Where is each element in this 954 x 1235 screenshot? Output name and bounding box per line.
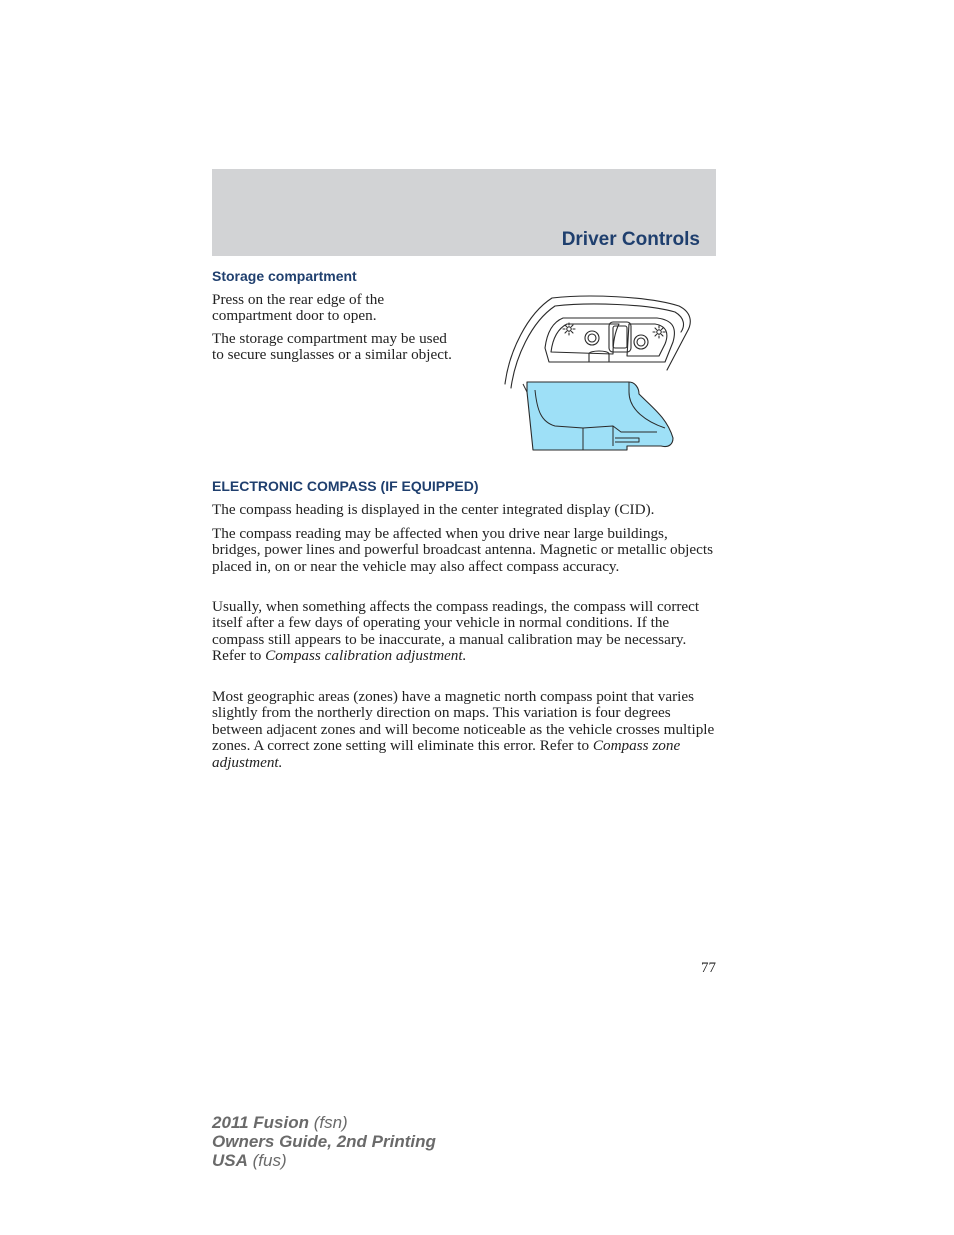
storage-para-1: Press on the rear edge of the compartment door to open. [212, 291, 385, 325]
footer-line-2 [212, 1132, 436, 1151]
compass-para-1: The compass heading is displayed in the center integrated display (CID). [212, 501, 655, 518]
footer-line-1 [212, 1113, 436, 1132]
compass-para-4 [212, 689, 718, 771]
storage-para-2: The storage compartment may be used to secure sunglasses or a similar object. [212, 330, 452, 364]
storage-heading: Storage compartment [212, 268, 357, 284]
footer-model: 2011 Fusion [212, 1113, 309, 1132]
page-number: 77 [701, 960, 716, 976]
compass-para-3 [212, 599, 718, 665]
footer-market: USA [212, 1151, 248, 1170]
footer-market-code: (fus) [247, 1151, 287, 1170]
compass-zone-reference: Compass zone adjustment. [212, 737, 681, 771]
footer-publication-info [212, 1113, 436, 1170]
compass-heading: ELECTRONIC COMPASS (IF EQUIPPED) [212, 478, 479, 494]
compass-para-3-text: Usually, when something affects the compass readings, the compass will correct itself after a few days of operating your vehicle in normal conditions. If the compass still appears to be inaccurate, a manual calibration may be necessary. Refer to [212, 598, 700, 665]
compass-para-4-text: Most geographic areas (zones) have a magnetic north compass point that varies slightly from the northerly direction on maps. This variation is four degrees between adjacent zones and will become noticeable as the vehicle crosses multiple zones. A correct zone setting will eliminate this error. Refer to [212, 688, 715, 755]
footer-line-3 [212, 1151, 436, 1170]
compass-calibration-reference: Compass calibration adjustment. [265, 647, 467, 665]
compass-para-2: The compass reading may be affected when you drive near large buildings, bridges, power lines and powerful broadcast antenna. Magnetic or metallic objects placed in, on or near the vehicle may also affect compass accuracy. [212, 525, 714, 575]
section-header-band [212, 169, 716, 256]
section-title: Driver Controls [561, 229, 700, 250]
footer-model-code: (fsn) [309, 1113, 348, 1132]
footer-guide-edition: Owners Guide, 2nd Printing [212, 1132, 436, 1151]
overhead-console-illustration [497, 292, 697, 454]
